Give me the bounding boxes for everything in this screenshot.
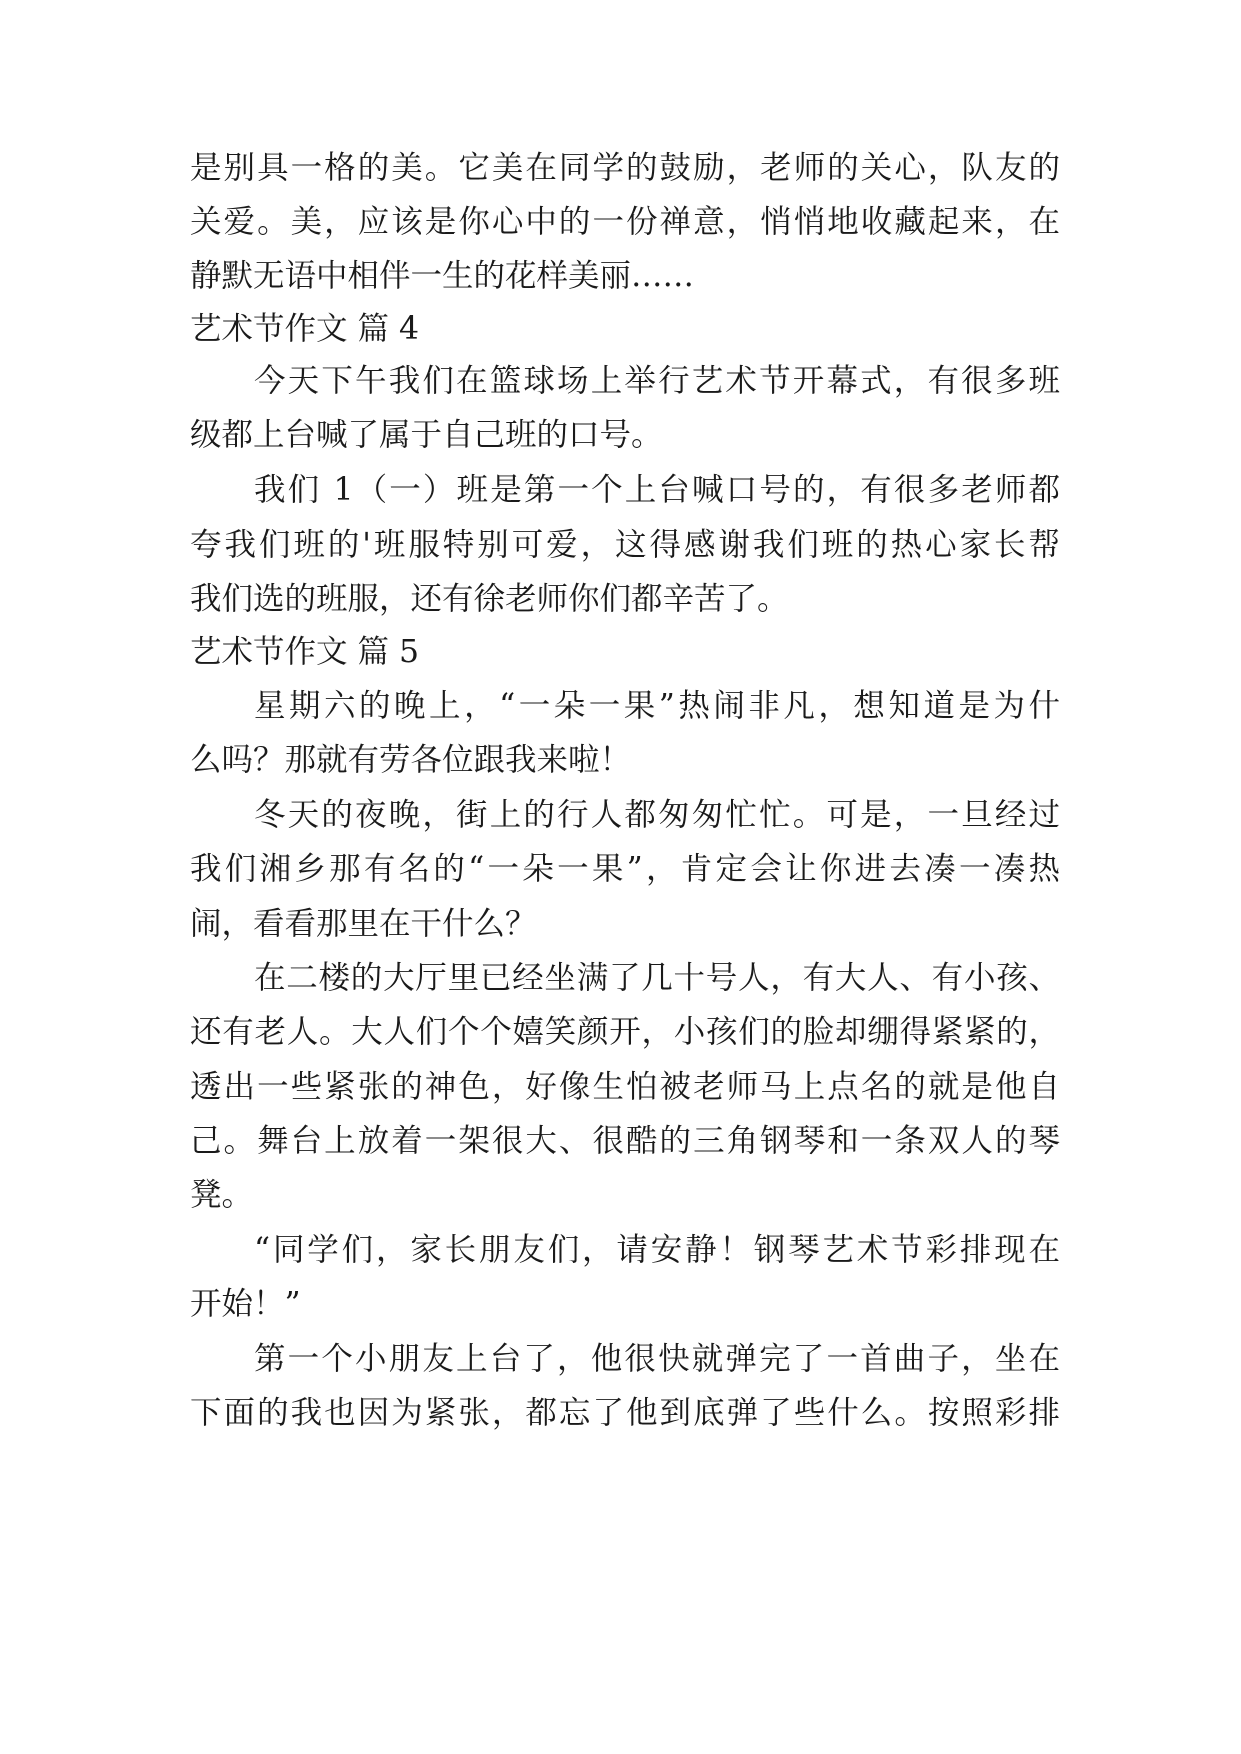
paragraph-line: 是别具一格的美。它美在同学的鼓励，老师的关心，队友的 xyxy=(190,150,1060,186)
paragraph-line: 今天下午我们在篮球场上举行艺术节开幕式，有很多班 xyxy=(254,363,1060,399)
paragraph-line: 还有老人。大人们个个嬉笑颜开，小孩们的脸却绷得紧紧的， xyxy=(190,1014,1060,1050)
paragraph-line: 第一个小朋友上台了，他很快就弹完了一首曲子，坐在 xyxy=(254,1341,1060,1377)
paragraph-line: 凳。 xyxy=(190,1177,254,1213)
paragraph-line: 在二楼的大厅里已经坐满了几十号人，有大人、有小孩、 xyxy=(254,960,1060,996)
paragraph-line: 我们湘乡那有名的“一朵一果”，肯定会让你进去凑一凑热 xyxy=(190,851,1060,887)
section-heading: 艺术节作文 篇 4 xyxy=(190,311,420,347)
paragraph-line: 级都上台喊了属于自己班的口号。 xyxy=(190,417,663,453)
paragraph-line: 透出一些紧张的神色，好像生怕被老师马上点名的就是他自 xyxy=(190,1069,1060,1105)
paragraph-line: 我们选的班服，还有徐老师你们都辛苦了。 xyxy=(190,581,789,617)
paragraph-line: 夸我们班的'班服特别可爱，这得感谢我们班的热心家长帮 xyxy=(190,527,1060,563)
paragraph-line: 我们 1（一）班是第一个上台喊口号的，有很多老师都 xyxy=(254,472,1060,508)
paragraph-line: “同学们，家长朋友们，请安静！钢琴艺术节彩排现在 xyxy=(254,1232,1060,1268)
paragraph-line: 冬天的夜晚，街上的行人都匆匆忙忙。可是，一旦经过 xyxy=(254,797,1060,833)
paragraph-line: 关爱。美，应该是你心中的一份禅意，悄悄地收藏起来，在 xyxy=(190,204,1060,240)
paragraph-line: 么吗？那就有劳各位跟我来啦！ xyxy=(190,742,632,778)
paragraph-line: 下面的我也因为紧张，都忘了他到底弹了些什么。按照彩排 xyxy=(190,1395,1060,1431)
paragraph-line: 静默无语中相伴一生的花样美丽…… xyxy=(190,258,695,294)
section-heading: 艺术节作文 篇 5 xyxy=(190,634,420,670)
paragraph-line: 开始！” xyxy=(190,1286,301,1322)
paragraph-line: 己。舞台上放着一架很大、很酷的三角钢琴和一条双人的琴 xyxy=(190,1123,1060,1159)
paragraph-line: 星期六的晚上，“一朵一果”热闹非凡，想知道是为什 xyxy=(254,688,1060,724)
paragraph-line: 闹，看看那里在干什么？ xyxy=(190,906,537,942)
